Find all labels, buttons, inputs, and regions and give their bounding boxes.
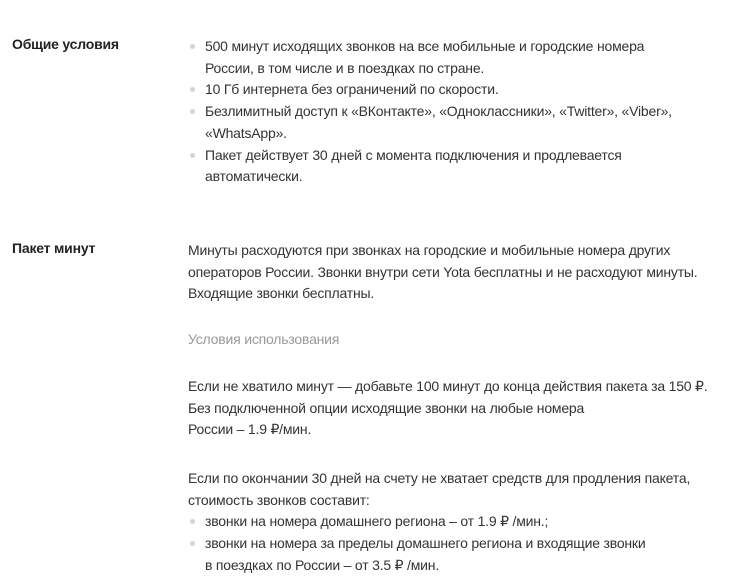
section-label-general: Общие условия xyxy=(12,36,119,52)
list-item: Пакет действует 30 дней с момента подключения и продлевается автоматически. xyxy=(188,145,733,188)
list-item: 10 Гб интернета без ограничений по скорости. xyxy=(188,79,733,101)
bullet-icon xyxy=(190,109,195,114)
general-conditions xyxy=(188,36,733,188)
insufficient-funds-paragraph: Если по окончании 30 дней на счету не хватает средств для продления пакета, стоимость звонков составит: звонки на номера домашнего региона – от 1.9 ₽ /мин.; звонки на номера за пределы домашнего региона и входящие звонки в поездках по России – от 3.5 ₽ /мин. xyxy=(188,468,733,577)
call-rates-list xyxy=(188,511,733,576)
list-item: Безлимитный доступ к «ВКонтакте», «Одноклассники», «Twitter», «Viber», «WhatsApp». xyxy=(188,101,733,144)
extra-minutes-paragraph: Если не хватило минут — добавьте 100 минут до конца действия пакета за 150 ₽. Без подключенной опции исходящие звонки на любые номера России – 1.9 ₽/мин. xyxy=(188,378,708,438)
list-item: звонки на номера за пределы домашнего региона и входящие звонки в поездках по России – от 3.5 ₽ /мин. xyxy=(188,533,733,576)
section-label-minutes: Пакет минут xyxy=(12,240,96,256)
general-conditions-list xyxy=(188,36,733,188)
minutes-intro: Минуты расходуются при звонках на городские и мобильные номера других операторов России. Звонки внутри сети Yota бесплатны и не расходуют минуты. Входящие звонки бесплатны. xyxy=(188,242,698,302)
bullet-icon xyxy=(190,519,195,524)
bullet-icon xyxy=(190,87,195,92)
bullet-icon xyxy=(190,44,195,49)
usage-conditions-heading: Условия использования xyxy=(188,331,340,347)
list-item: звонки на номера домашнего региона – от 1.9 ₽ /мин.; xyxy=(188,511,733,533)
bullet-icon xyxy=(190,541,195,546)
bullet-icon xyxy=(190,153,195,158)
list-item: 500 минут исходящих звонков на все мобильные и городские номера России, в том числе и в поездках по стране. xyxy=(188,36,733,79)
